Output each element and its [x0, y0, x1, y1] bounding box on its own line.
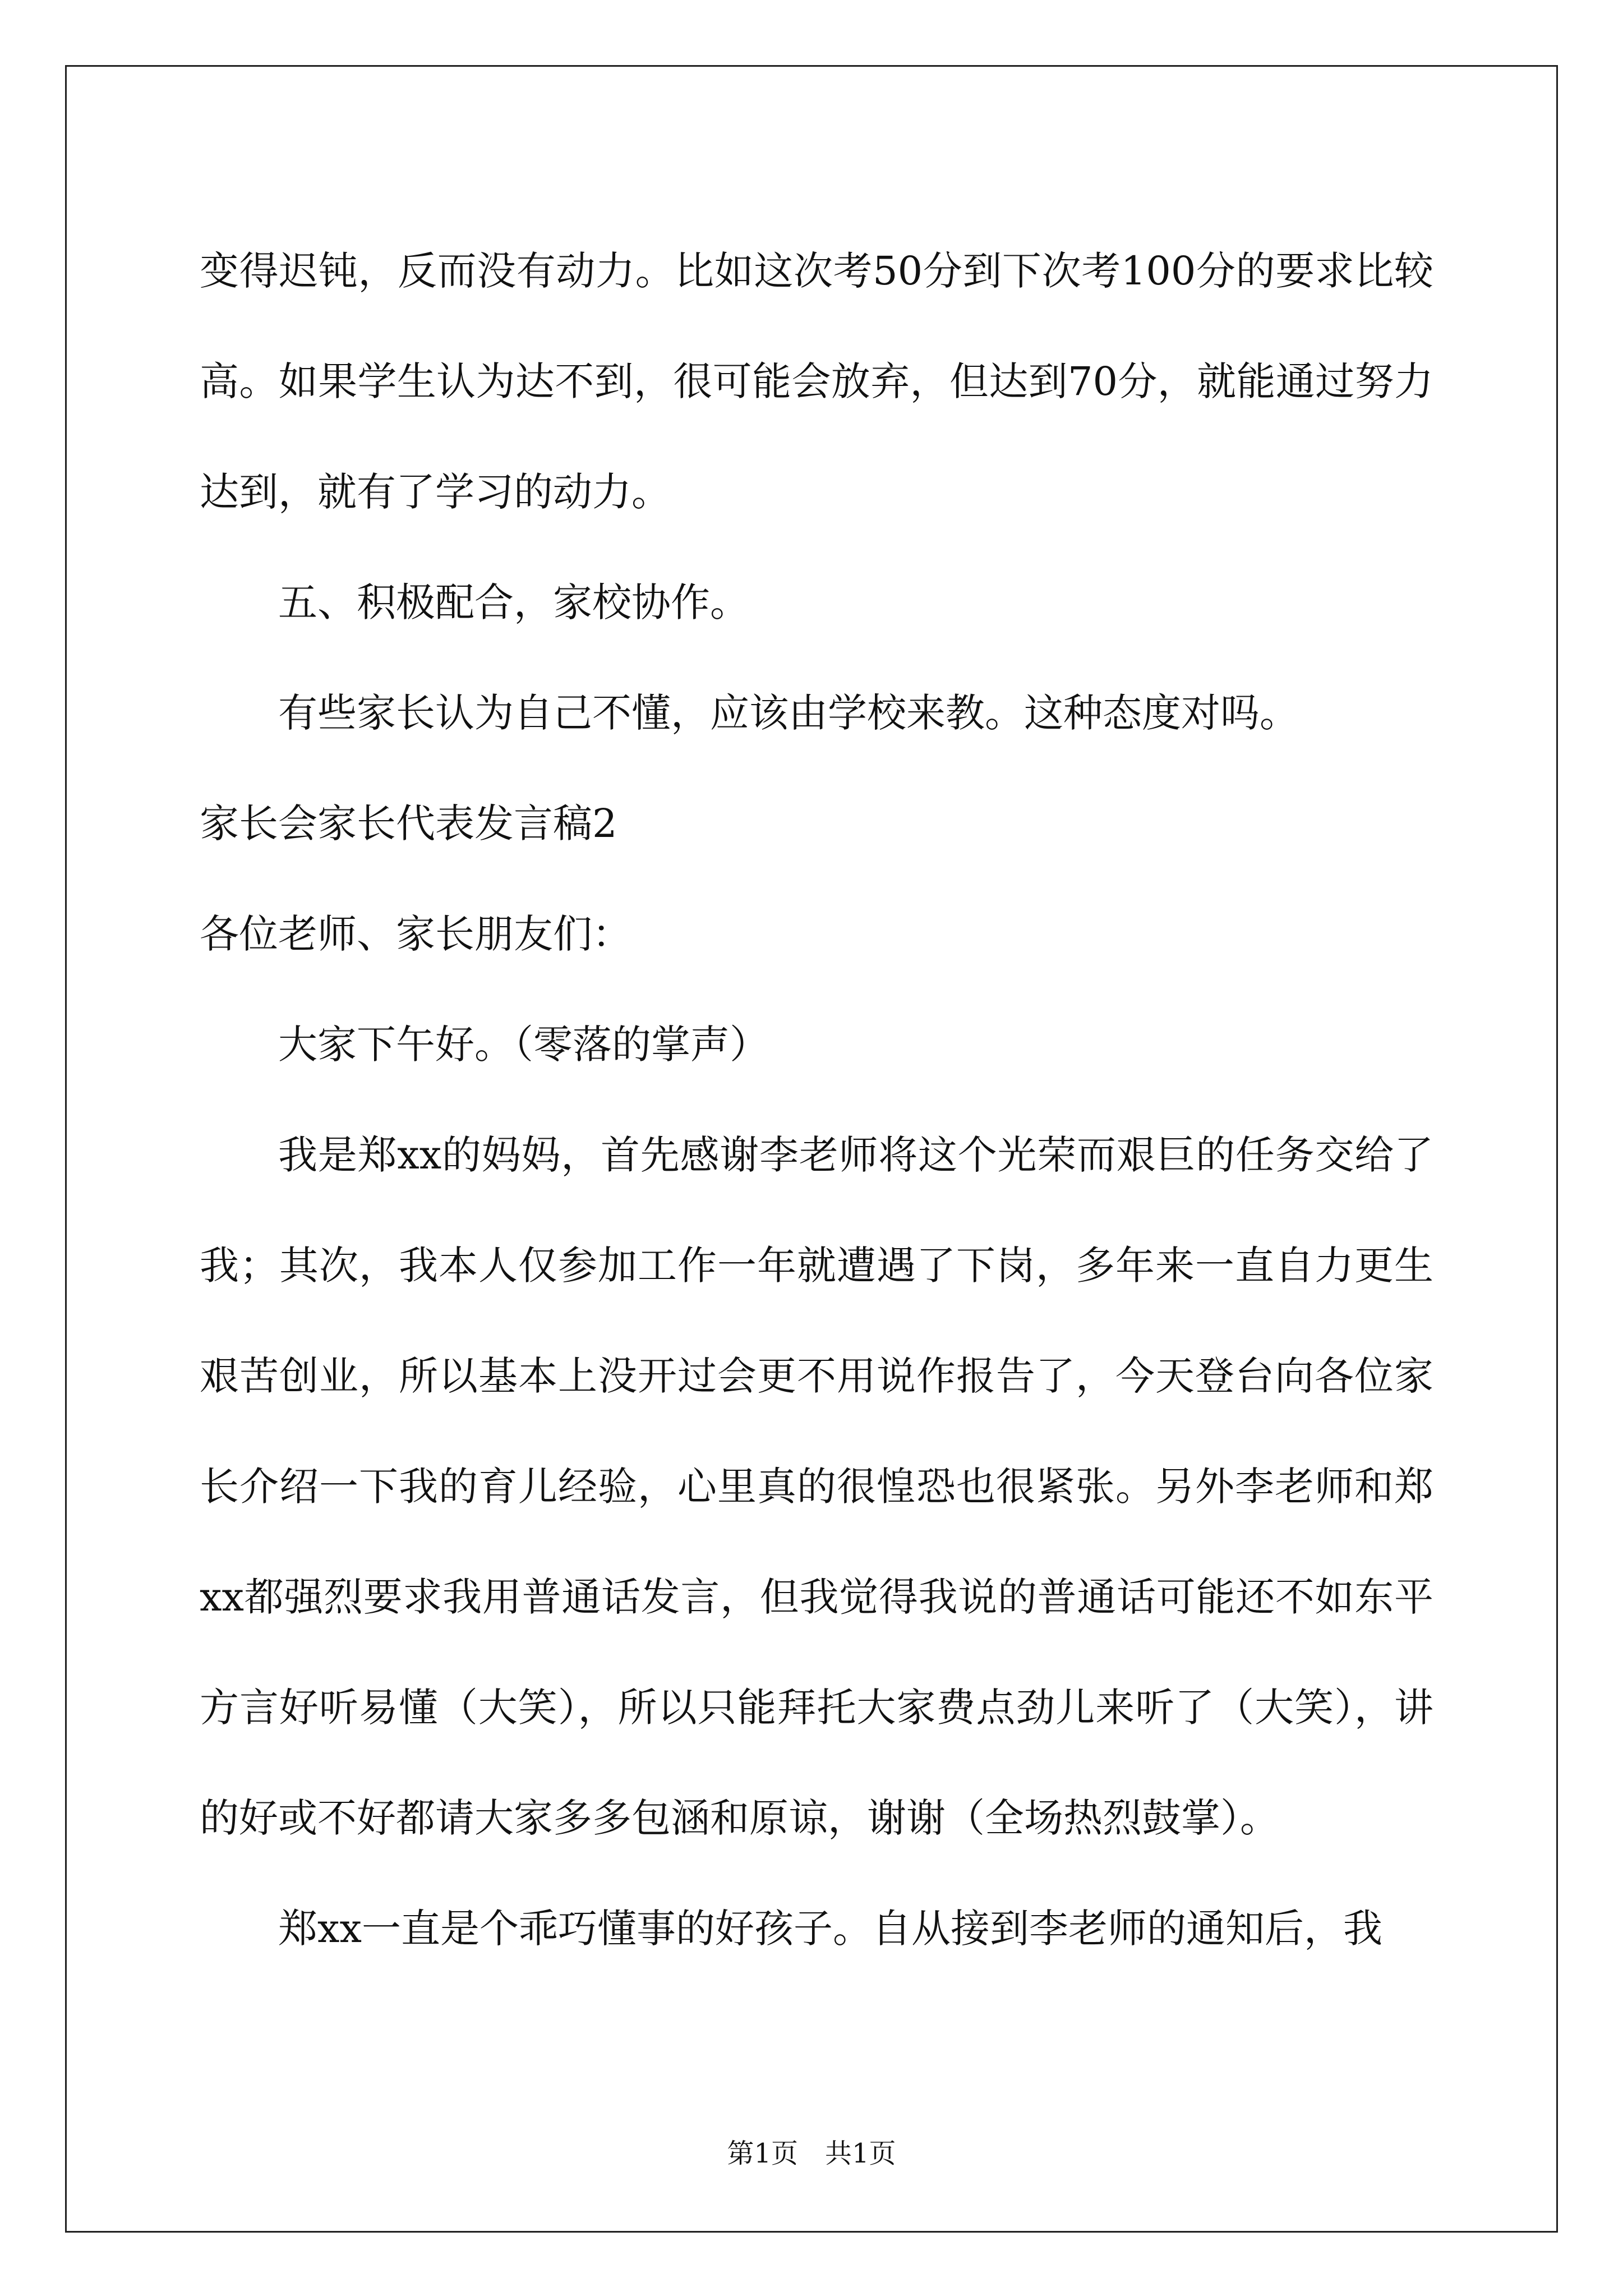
paragraph-1: 变得迟钝，反而没有动力。比如这次考50分到下次考100分的要求比较高。如果学生认为达不到，很可能会放弃，但达到70分，就能通过努力达到，就有了学习的动力。 [200, 248, 1433, 515]
greeting: 大家下午好。（零落的掌声） [278, 1022, 769, 1068]
paragraph-4: 郑xx一直是个乖巧懂事的好孩子。自从接到李老师的通知后，我 [278, 1906, 1382, 1952]
section-heading-5: 五、积极配合，家校协作。 [278, 579, 749, 625]
document-title: 家长会家长代表发言稿2 [200, 800, 617, 846]
paragraph-2: 有些家长认为自己不懂，应该由学校来教。这种态度对吗。 [278, 690, 1299, 736]
paragraph-3: 我是郑xx的妈妈，首先感谢李老师将这个光荣而艰巨的任务交给了我；其次，我本人仅参加工作一年就遭遇了下岗，多年来一直自力更生艰苦创业，所以基本上没开过会更不用说作报告了，今天登台向各位家长介绍一下我的育儿经验，心里真的很惶恐也很紧张。另外李老师和郑xx都强烈要求我用普通话发言，但我觉得我说的普通话可能还不如东平方言好听易懂（大笑），所以只能拜托大家费点劲儿来听了（大笑），讲的好或不好都请大家多多包涵和原谅，谢谢（全场热烈鼓掌）。 [200, 1132, 1433, 1841]
page-footer: 第1页 共1页 [727, 2138, 896, 2169]
document-body [200, 216, 1433, 1984]
salutation: 各位老师、家长朋友们： [200, 911, 631, 957]
